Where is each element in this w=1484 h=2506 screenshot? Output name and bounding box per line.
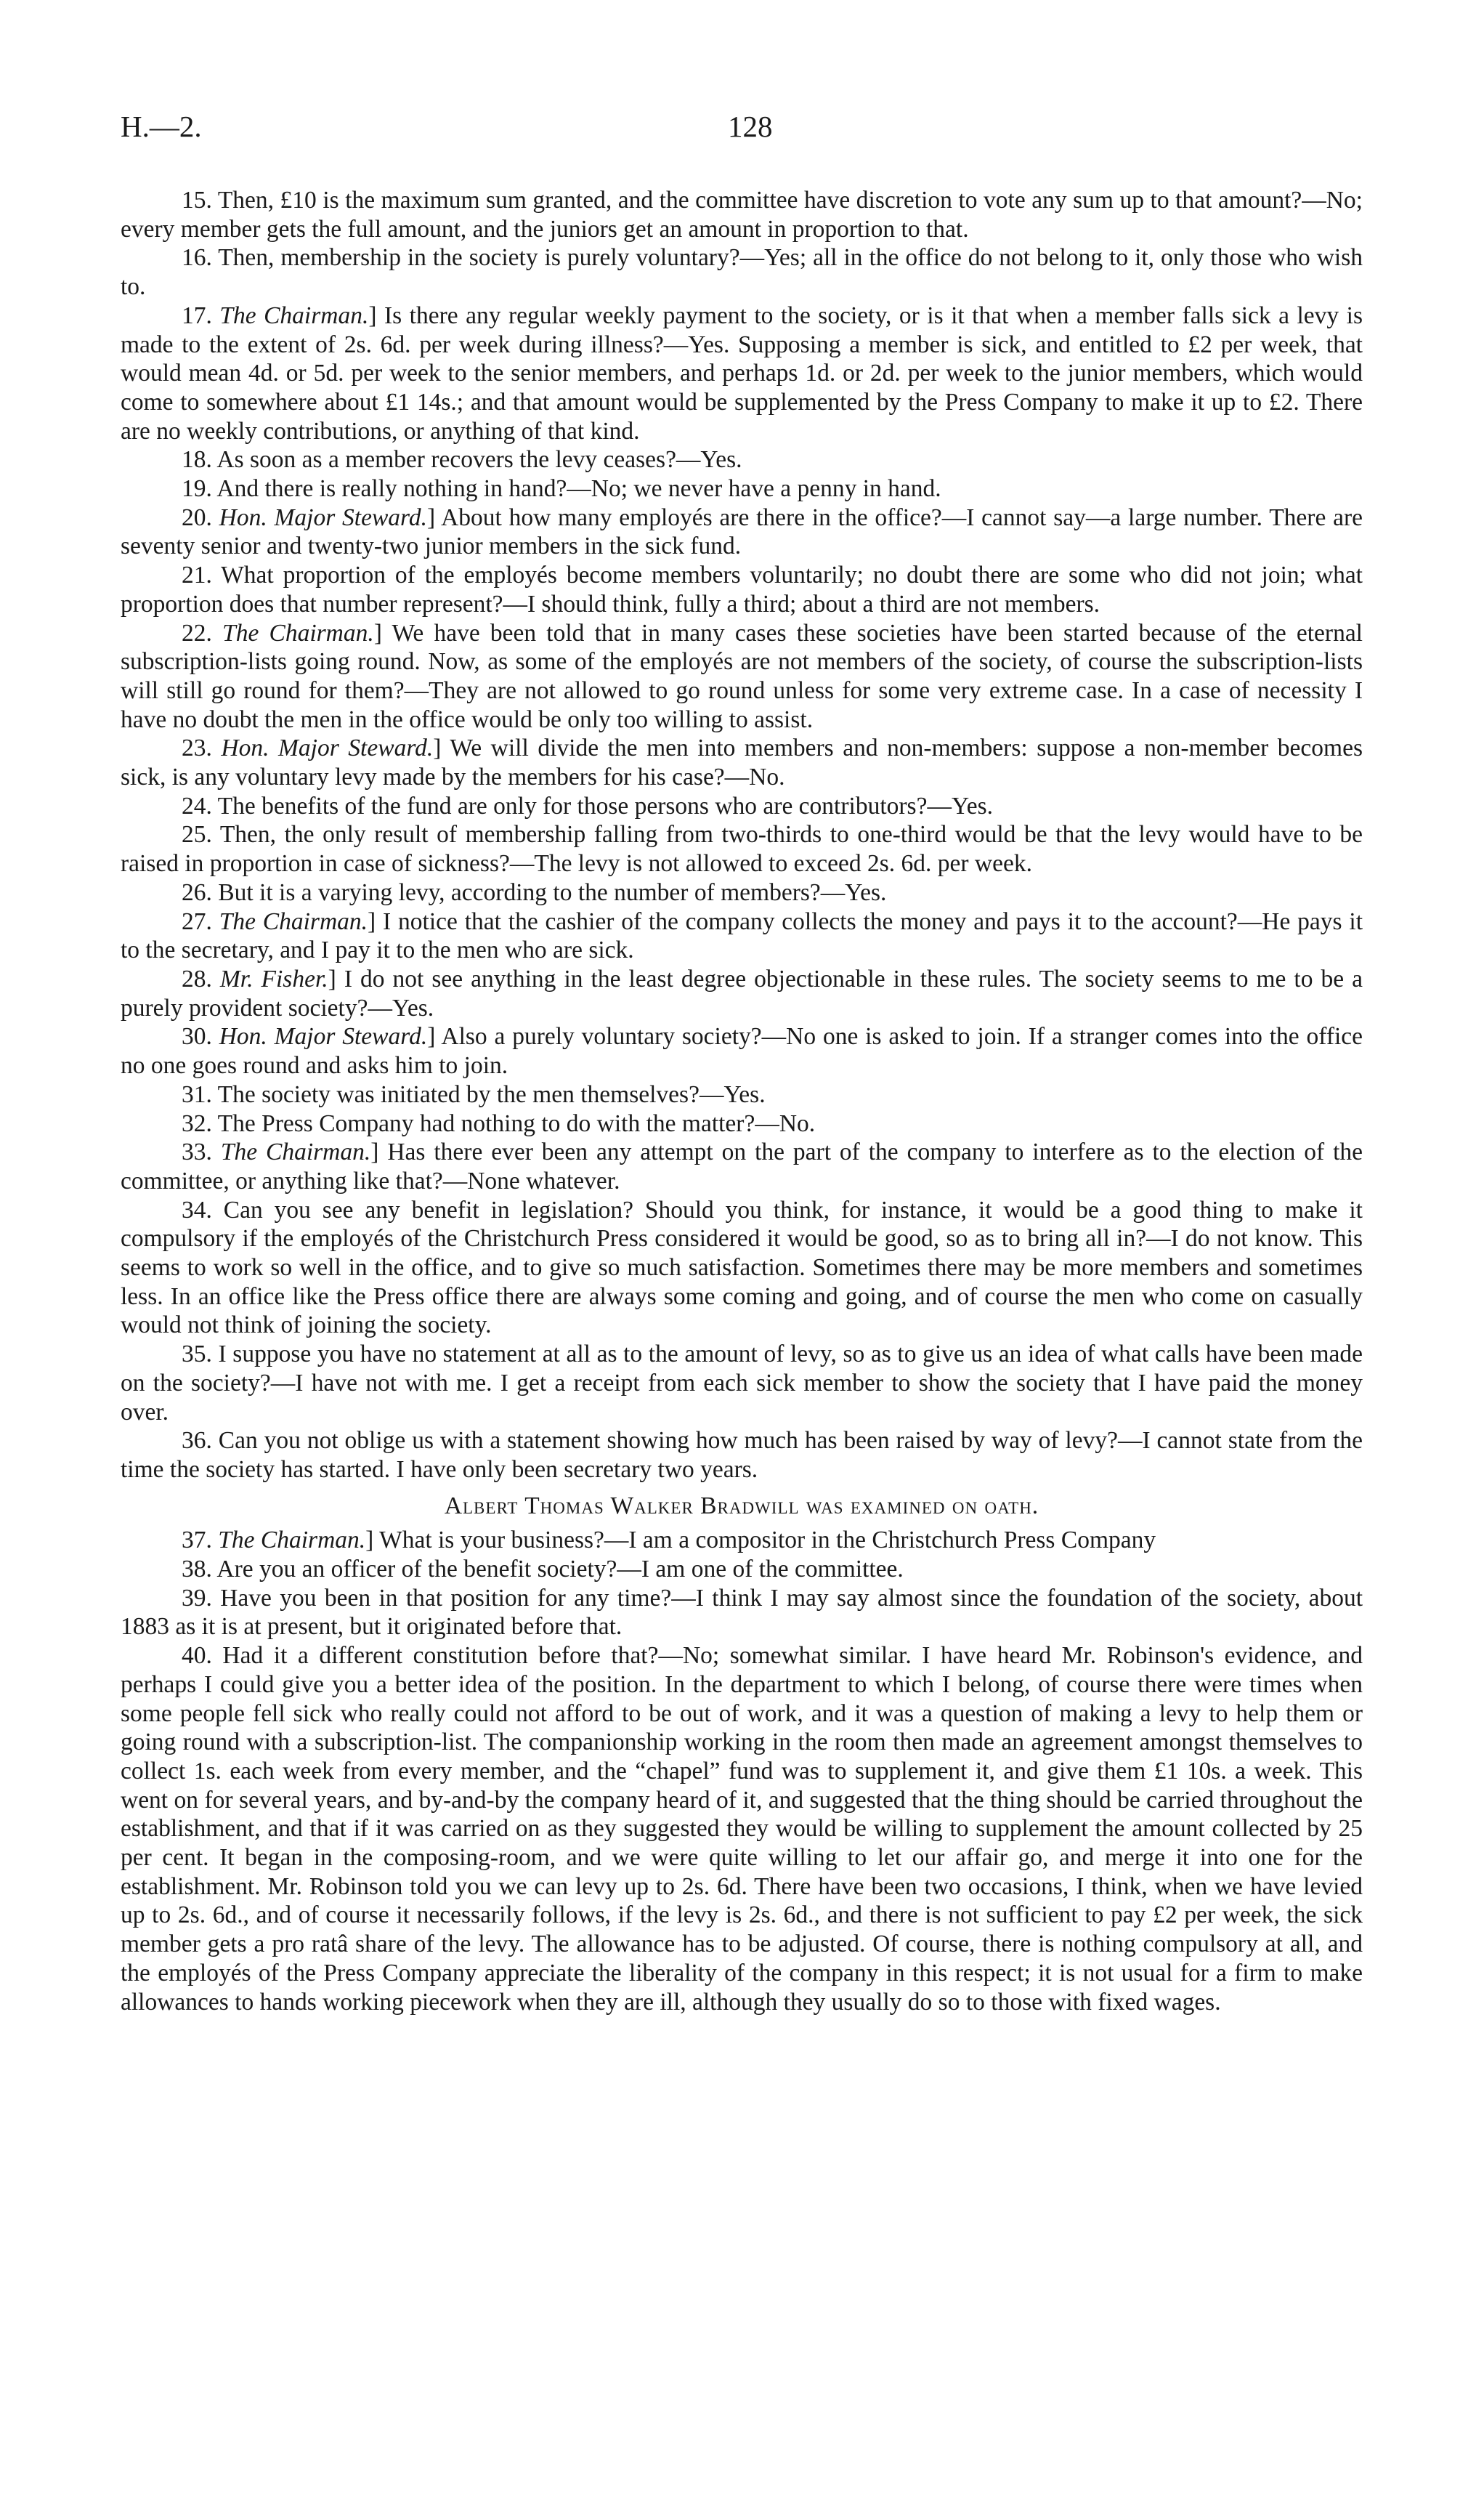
question-number: 32. <box>182 1109 212 1137</box>
document-body <box>121 186 1363 2016</box>
testimony-block-2 <box>121 1526 1363 2016</box>
speaker-name: Mr. Fisher. <box>219 965 328 993</box>
question-number: 18. <box>182 446 212 474</box>
question-text: What is your business?—I am a compositor in the Christchurch Press Company <box>379 1527 1156 1554</box>
question-text: The Press Company had nothing to do with the matter?—No. <box>217 1109 816 1137</box>
question-number: 36. <box>182 1427 212 1455</box>
question-text: I notice that the cashier of the company collects the money and pays it to the account?—He pays it to the secretary, and I pay it to the men who are sick. <box>121 908 1363 964</box>
question-number: 34. <box>182 1196 212 1224</box>
question-paragraph <box>121 1641 1363 2016</box>
document-reference: H.—2. <box>121 110 202 143</box>
question-paragraph: 23. Hon. Major Steward.] We will divide the men into members and non-members: suppose a non-member becomes sick, is any voluntary levy made by the members for his case?—No. <box>121 735 1363 791</box>
question-paragraph <box>121 561 1363 618</box>
document-page <box>121 109 1363 2016</box>
question-number: 17. <box>182 302 212 329</box>
question-paragraph <box>121 1080 1363 1109</box>
question-text: The benefits of the fund are only for those persons who are contributors?—Yes. <box>217 792 994 820</box>
question-text: I suppose you have no statement at all as to the amount of levy, so as to give us an idea of what calls have been made on the society?—I have not with me. I get a receipt from each sick member to show the society that I have paid the money over. <box>121 1341 1363 1426</box>
question-paragraph <box>121 1196 1363 1341</box>
speaker-name: Hon. Major Steward. <box>219 1023 428 1051</box>
question-text: We will divide the men into members and non-members: suppose a non-member becomes sick, is any voluntary levy made by the members for his case?—No. <box>121 735 1363 791</box>
question-number: 33. <box>182 1139 212 1166</box>
question-text: Has there ever been any attempt on the part of the company to interfere as to the election of the committee, or anything like that?—None whatever. <box>121 1139 1363 1195</box>
question-paragraph: 28. Mr. Fisher.] I do not see anything in the least degree objectionable in these rules. The society seems to me to be a purely provident society?—Yes. <box>121 965 1363 1022</box>
question-paragraph <box>121 1555 1363 1584</box>
question-text: What proportion of the employés become members voluntarily; no doubt there are some who did not join; what proportion does that number represent?—I should think, fully a third; about a third are not members. <box>121 562 1363 618</box>
question-number: 16. <box>182 244 212 272</box>
speaker-name: The Chairman. <box>219 908 368 935</box>
question-text: Then, the only result of membership falling from two-thirds to one-third would be that the levy would have to be raised in proportion in case of sickness?—The levy is not allowed to exceed 2s. 6d. per week. <box>121 821 1363 878</box>
question-paragraph <box>121 474 1363 504</box>
question-number: 31. <box>182 1080 212 1108</box>
question-paragraph: 30. Hon. Major Steward.] Also a purely voluntary society?—No one is asked to join. If a stranger comes into the office no one goes round and asks him to join. <box>121 1023 1363 1080</box>
question-paragraph <box>121 1426 1363 1484</box>
question-paragraph: 22. The Chairman.] We have been told that in many cases these societies have been started because of the eternal subscription-lists going round. Now, as some of the employés are not members of the society, of course the subscription-lists will still go round for them?—They are not allowed to go round unless for some very extreme case. In a case of necessity I have no doubt the men in the office would be only too willing to assist. <box>121 619 1363 733</box>
question-text: Had it a different constitution before that?—No; somewhat similar. I have heard Mr. Robinson's evidence, and perhaps I could give you a better idea of the position. In the department to which I belong, of course there were times when some people fell sick who really could not afford to be out of work, and it was a question of making a levy to help them or going round with a subscription-list. The companionship working in the room then made an agreement amongst themselves to collect 1s. each week from every member, and the “chapel” fund was to supplement it, and give them £1 10s. a week. This went on for several years, and by-and-by the company heard of it, and suggested that the thing should be carried throughout the establishment, and that if it was carried on as they suggested they would be willing to supplement the amount collected by 25 per cent. It began in the composing-room, and we were quite willing to let our affair go, and merge it into one for the establishment. Mr. Robinson told you we can levy up to 2s. 6d. There have been two occasions, I think, when we have levied up to 2s. 6d., and of course it necessarily follows, if the levy is 2s. 6d., and there is not sufficient to pay £2 per week, the sick member gets a pro ratâ share of the levy. The allowance has to be adjusted. Of course, there is nothing compulsory at all, and the employés of the Press Company appreciate the liberality of the company in this respect; it is not usual for a firm to make allowances to hands working piecework when they are ill, although they usually do so to those with fixed wages. <box>121 1642 1363 2016</box>
page-number: 128 <box>728 110 773 143</box>
question-text: But it is a varying levy, according to the number of members?—Yes. <box>218 878 887 906</box>
question-number: 22. <box>182 619 212 647</box>
question-text: Then, membership in the society is purely voluntary?—Yes; all in the office do not belong to it, only those who wish to. <box>121 244 1363 301</box>
question-paragraph <box>121 186 1363 243</box>
question-text: As soon as a member recovers the levy ceases?—Yes. <box>216 446 742 474</box>
question-number: 40. <box>182 1642 212 1670</box>
witness-heading: Albert Thomas Walker Bradwill was examined on oath. <box>444 1492 1039 1519</box>
question-number: 35. <box>182 1341 212 1368</box>
question-text: Are you an officer of the benefit society?—I am one of the committee. <box>216 1556 904 1583</box>
question-text: Is there any regular weekly payment to the society, or is it that when a member falls sick a levy is made to the extent of 2s. 6d. per week during illness?—Yes. Supposing a member is sick, and entitled to £2 per week, that would mean 4d. or 5d. per week to the senior members, and perhaps 1d. or 2d. per week to the junior members, which would come to somewhere about £1 14s.; and that amount would be supplemented by the Press Company to make it up to £2. There are no weekly contributions, or anything of that kind. <box>121 302 1363 445</box>
question-text: We have been told that in many cases these societies have been started because of the eternal subscription-lists going round. Now, as some of the employés are not members of the society, of course the subscription-lists will still go round for them?—They are not allowed to go round unless for some very extreme case. In a case of necessity I have no doubt the men in the office would be only too willing to assist. <box>121 619 1363 733</box>
speaker-name: The Chairman. <box>220 1139 371 1166</box>
question-paragraph <box>121 1109 1363 1139</box>
question-text: Also a purely voluntary society?—No one is asked to join. If a stranger comes into the office no one goes round and asks him to join. <box>121 1023 1363 1080</box>
speaker-name: Hon. Major Steward. <box>221 735 434 762</box>
question-paragraph: 20. Hon. Major Steward.] About how many employés are there in the office?—I cannot say—a large number. There are seventy senior and twenty-two junior members in the sick fund. <box>121 504 1363 560</box>
question-text: The society was initiated by the men themselves?—Yes. <box>217 1080 766 1108</box>
question-number: 38. <box>182 1556 212 1583</box>
speaker-name: The Chairman. <box>218 1527 366 1554</box>
question-paragraph <box>121 820 1363 878</box>
question-text: I do not see anything in the least degree objectionable in these rules. The society seems to me to be a purely provident society?—Yes. <box>121 965 1363 1022</box>
question-paragraph <box>121 878 1363 908</box>
question-number: 30. <box>182 1023 212 1051</box>
speaker-name: Hon. Major Steward. <box>219 504 427 531</box>
question-paragraph <box>121 1584 1363 1641</box>
question-paragraph: 17. The Chairman.] Is there any regular weekly payment to the society, or is it that when a member falls sick a levy is made to the extent of 2s. 6d. per week during illness?—Yes. Supposing a member is sick, and entitled to £2 per week, that would mean 4d. or 5d. per week to the senior members, and perhaps 1d. or 2d. per week to the junior members, which would come to somewhere about £1 14s.; and that amount would be supplemented by the Press Company to make it up to £2. There are no weekly contributions, or anything of that kind. <box>121 302 1363 445</box>
question-paragraph <box>121 243 1363 301</box>
speaker-name: The Chairman. <box>219 302 369 329</box>
question-paragraph: 27. The Chairman.] I notice that the cashier of the company collects the money and pays it to the account?—He pays it to the secretary, and I pay it to the men who are sick. <box>121 908 1363 964</box>
question-number: 21. <box>182 562 212 589</box>
question-paragraph: 33. The Chairman.] Has there ever been any attempt on the part of the company to interfere as to the election of the committee, or anything like that?—None whatever. <box>121 1139 1363 1195</box>
question-number: 25. <box>182 821 212 849</box>
question-number: 39. <box>182 1584 212 1612</box>
question-paragraph <box>121 445 1363 474</box>
question-number: 20. <box>182 504 212 531</box>
question-text: And there is really nothing in hand?—No; we never have a penny in hand. <box>216 475 941 503</box>
question-number: 27. <box>182 908 212 935</box>
question-number: 15. <box>182 187 212 214</box>
speaker-name: The Chairman. <box>222 619 374 647</box>
question-number: 37. <box>182 1527 212 1554</box>
question-number: 26. <box>182 878 212 906</box>
question-text: Can you see any benefit in legislation? Should you think, for instance, it would be a good thing to make it compulsory if the employés of the Christchurch Press considered it would be good, so as to bring all in?—I do not know. This seems to work so well in the office, and to give so much satisfaction. Sometimes there may be more members and sometimes less. In an office like the Press office there are always some coming and going, and of course the men who come on casually would not think of joining the society. <box>121 1196 1363 1339</box>
question-number: 19. <box>182 475 212 503</box>
question-text: About how many employés are there in the office?—I cannot say—a large number. There are seventy senior and twenty-two junior members in the sick fund. <box>121 504 1363 560</box>
question-number: 23. <box>182 735 212 762</box>
question-number: 28. <box>182 965 212 993</box>
question-text: Then, £10 is the maximum sum granted, and the committee have discretion to vote any sum up to that amount?—No; every member gets the full amount, and the juniors get an amount in proportion to that. <box>121 187 1363 243</box>
question-number: 24. <box>182 792 212 820</box>
question-paragraph <box>121 792 1363 821</box>
question-text: Can you not oblige us with a statement showing how much has been raised by way of levy?—I cannot state from the time the society has started. I have only been secretary two years. <box>121 1427 1363 1483</box>
question-paragraph <box>121 1340 1363 1426</box>
question-text: Have you been in that position for any time?—I think I may say almost since the foundation of the society, about 1883 as it is at present, but it originated before that. <box>121 1584 1363 1641</box>
page-header <box>121 109 1363 153</box>
testimony-block-1 <box>121 186 1363 1484</box>
question-paragraph: 37. The Chairman.] What is your business?—I am a compositor in the Christchurch Press Company <box>182 1527 1156 1554</box>
